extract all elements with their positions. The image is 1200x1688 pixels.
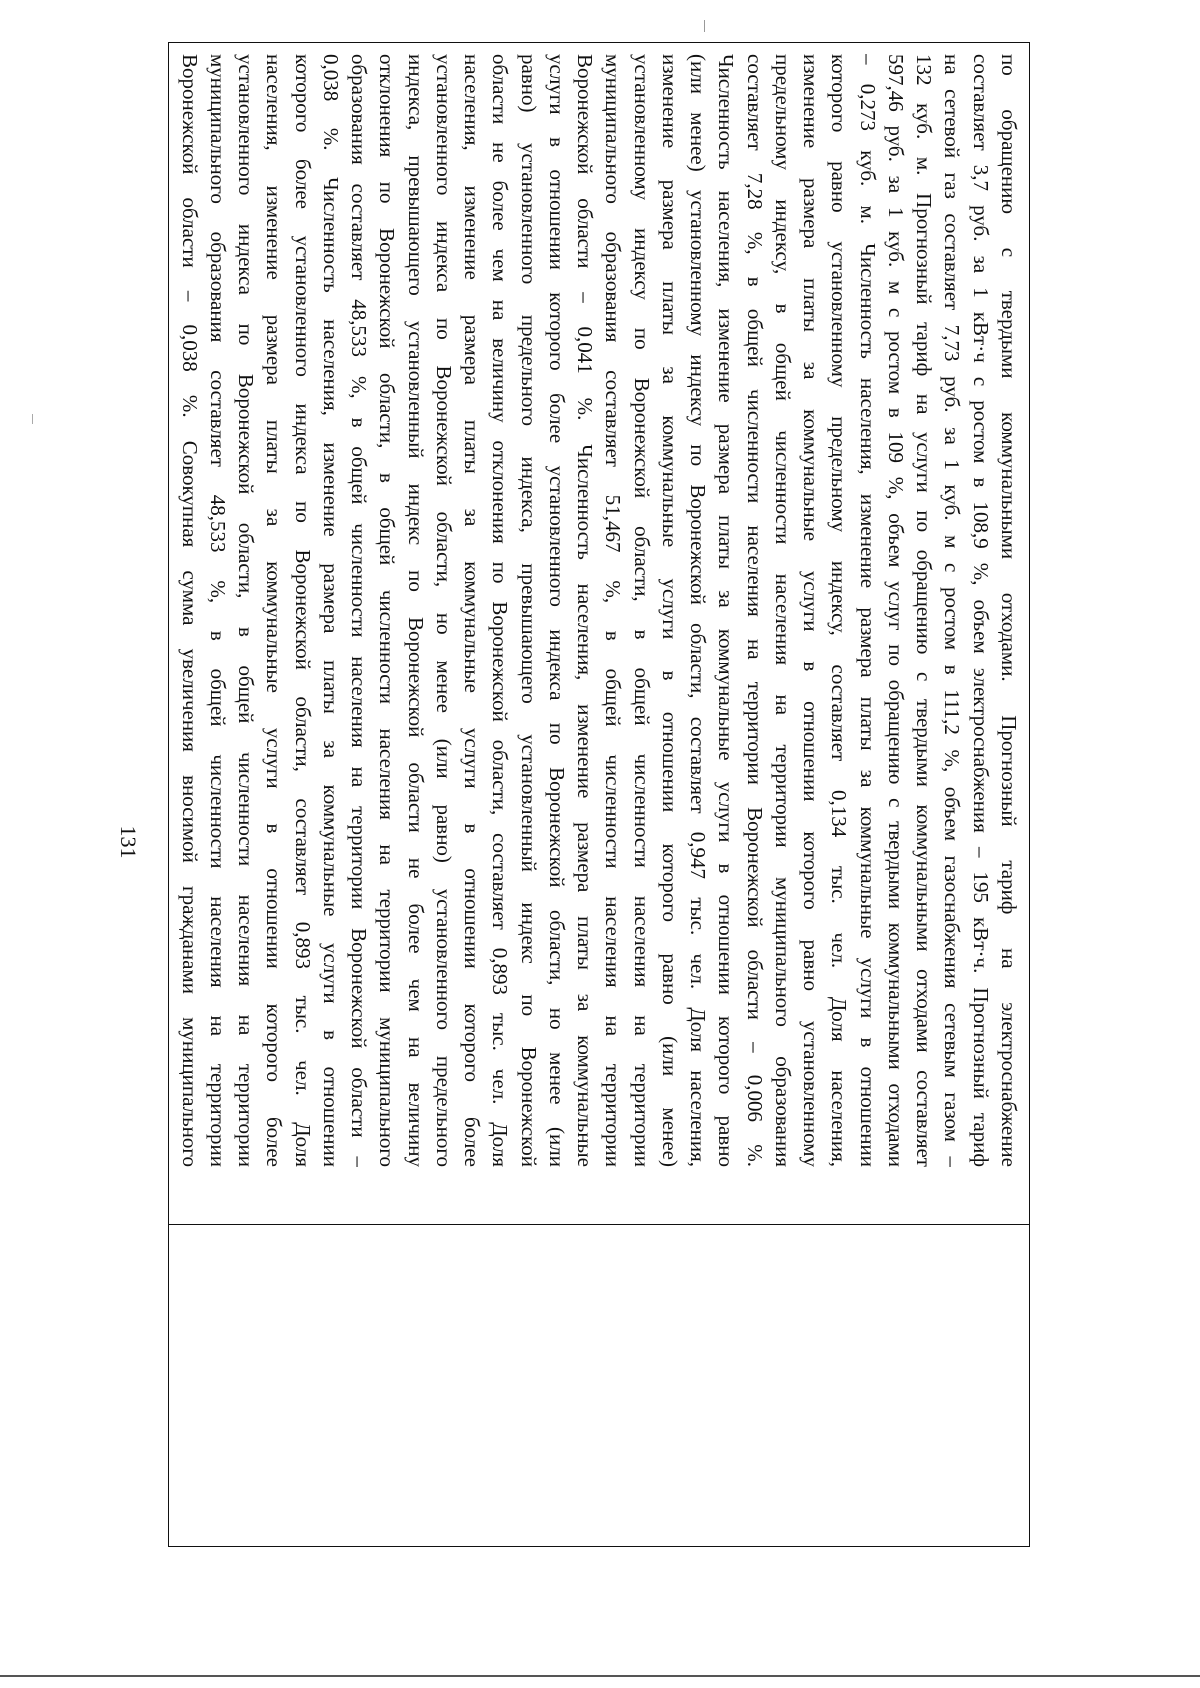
paragraph-line: которого более установленного индекса по Воронежской области, составляет 0,893 тыс. чел. Доля (290, 54, 315, 1167)
table-cell-text-area (175, 48, 1023, 1173)
paragraph-line: муниципального образования составляет 48,533 %, в общей численности населения на территории (206, 54, 230, 1167)
paragraph-line: составляет 3,7 руб. за 1 кВт·ч с ростом в 108,9 %, объем электроснабжения – 195 кВт·ч. Прогнозный тариф (968, 54, 993, 1167)
paragraph-line: услуги в отношении которого более установленного индекса по Воронежской области, но менее (или (545, 54, 569, 1167)
paragraph-line: 0,038 %. Численность населения, изменение размера платы за коммунальные услуги в отношении (319, 54, 343, 1167)
paragraph-line: области не более чем на величину отклонения по Воронежской области, составляет 0,893 тыс. чел. Доля (488, 54, 513, 1167)
paragraph-line: по обращению с твердыми коммунальными отходами. Прогнозный тариф на электроснабжение (997, 54, 1021, 1167)
paragraph-line: муниципального образования составляет 51,467 %, в общей численности населения на территории (601, 54, 626, 1167)
paragraph-line: предельному индексу, в общей численности населения на территории муниципального образования (771, 54, 795, 1167)
paragraph-line: населения, изменение размера платы за коммунальные услуги в отношении которого более (460, 54, 485, 1167)
paragraph-line: отклонения по Воронежской области, в общей численности населения на территории муниципального (375, 54, 400, 1167)
scan-artifact-mark (32, 414, 33, 424)
rotated-paragraph (175, 48, 1023, 1173)
paragraph-line: 597,46 руб. за 1 куб. м с ростом в 109 %, объем услуг по обращению с твердыми коммунальными отходами (884, 54, 908, 1167)
paragraph-line: индекса, превышающего установленный индекс по Воронежской области не более чем на величину (403, 54, 428, 1167)
scan-artifact-bottom-line (0, 1675, 1200, 1677)
paragraph-line: Воронежской области – 0,041 %. Численность населения, изменение размера платы за коммунальные (573, 54, 598, 1167)
paragraph-line: равно) установленного предельного индекса, превышающего установленный индекс по Воронежской (516, 54, 541, 1167)
paragraph-line: Численность населения, изменение размера платы за коммунальные услуги в отношении которого равно (714, 54, 739, 1167)
paragraph-line: Воронежской области – 0,038 %. Совокупная сумма увеличения вносимой гражданами муниципального (177, 54, 202, 1167)
paragraph-line: которого равно установленному предельному индексу, составляет 0,134 тыс. чел. Доля населения, (827, 54, 852, 1167)
scan-artifact-mark (704, 20, 705, 32)
paragraph-line: установленному индексу по Воронежской области, в общей численности населения на территории (629, 54, 654, 1167)
paragraph-line: изменение размера платы за коммунальные услуги в отношении которого равно (или менее) (658, 54, 682, 1167)
table-cell-divider (169, 1224, 1029, 1225)
paragraph-line: образования составляет 48,533 %, в общей численности населения на территории Воронежской области – (347, 54, 372, 1167)
paragraph-line: – 0,273 куб. м. Численность населения, изменение размера платы за коммунальные услуги в отношении (855, 54, 880, 1167)
paragraph-line: на сетевой газ составляет 7,73 руб. за 1 куб. м с ростом в 111,2 %, объем газоснабжения сетевым газом – (940, 54, 965, 1167)
paragraph-line: населения, изменение размера платы за коммунальные услуги в отношении которого более (262, 54, 287, 1167)
paragraph-line: изменение размера платы за коммунальные услуги в отношении которого равно установленному (799, 54, 824, 1167)
paragraph-line: (или менее) установленному индексу по Воронежской области, составляет 0,947 тыс. чел. Доля населения, (686, 54, 711, 1167)
paragraph-line: составляет 7,28 %, в общей численности населения на территории Воронежской области – 0,006 %. (742, 54, 767, 1167)
paragraph-line: установленного индекса по Воронежской области, но менее (или равно) установленного предельного (432, 54, 456, 1167)
page-number: 131 (116, 825, 141, 859)
paragraph-line: установленного индекса по Воронежской области, в общей численности населения на территории (234, 54, 259, 1167)
paragraph-line: 132 куб. м. Прогнозный тариф на услуги по обращению с твердыми коммунальными отходами составляет (912, 54, 937, 1167)
